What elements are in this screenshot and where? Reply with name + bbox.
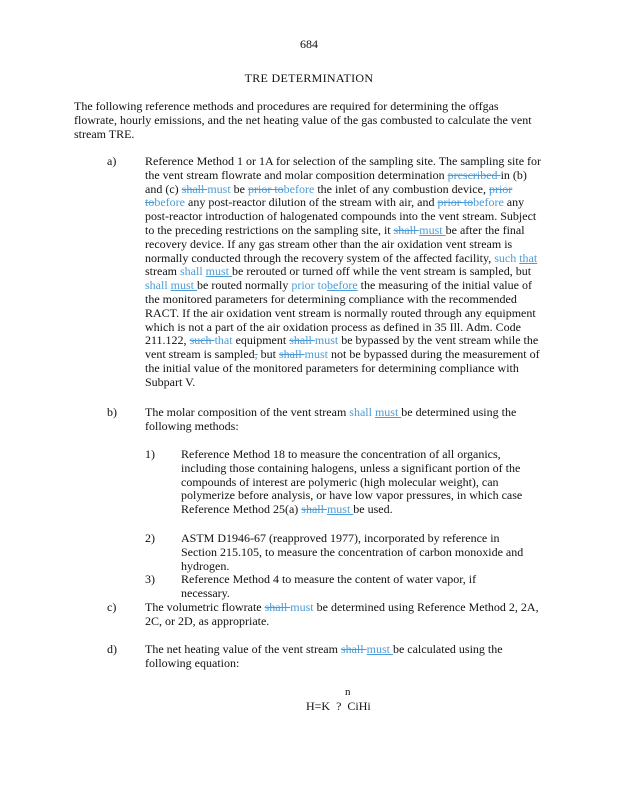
item-text (145, 643, 543, 671)
deleted-text: prior to (248, 181, 284, 196)
inserted-text: shall (145, 278, 171, 293)
text-run: be routed normally (197, 278, 292, 293)
item-label: 1) (145, 447, 155, 461)
inserted-text: must (304, 347, 328, 362)
inserted-text: must (366, 642, 393, 656)
text-run: The molar composition of the vent stream (145, 405, 350, 419)
inserted-text: must (205, 264, 233, 279)
inserted-text: before (473, 195, 504, 210)
section-title: TRE DETERMINATION (244, 71, 374, 85)
item-text (145, 601, 543, 629)
text-run: any post-reactor introduction of halogenated compounds into the vent stream. Subject to the preceding restrictions on the sampling site, it (145, 195, 537, 237)
text-run: Reference Method 18 to measure the concentration of all organics, including those containing halogens, unless a significant portion of the compounds of interest are polymeric (high molecular weight), can polymerize before analysis, or have low vapor pressures, in which case Reference Method 25(a) (181, 447, 523, 517)
item-text (181, 532, 525, 573)
item-label: 3) (145, 572, 155, 586)
text-run: be after the final recovery device. If any gas stream other than the air oxidation vent stream is normally conducted through the recovery system of the affected facility, (145, 222, 525, 265)
inserted-text: must (374, 405, 402, 419)
inserted-text: must (290, 600, 314, 614)
text-run: not be bypassed during the measurement of the initial value of the monitored parameters for determining compliance with Subpart V. (145, 347, 540, 389)
equation-superscript: n (345, 686, 351, 698)
inserted-text: must (326, 502, 354, 517)
item-label: 2) (145, 531, 155, 545)
text-run: be used. (353, 502, 393, 517)
deleted-text: prescribed (447, 167, 501, 182)
inserted-text: before (154, 195, 185, 210)
inserted-text: that (519, 250, 538, 265)
text-run: be (230, 181, 248, 196)
deleted-text: shall (278, 347, 305, 362)
text-run: Reference Method 4 to measure the content of water vapor, if necessary. (181, 572, 477, 600)
inserted-text: such (494, 250, 520, 265)
deleted-text: shall (301, 502, 327, 517)
inserted-text: before (327, 278, 358, 293)
text-run: stream (145, 264, 180, 279)
deleted-text: shall (340, 642, 367, 656)
text-run: in (b) and (c) (145, 167, 527, 196)
deleted-text: shall (181, 181, 208, 196)
text-run: the inlet of any combustion device, (314, 181, 489, 196)
deleted-text: shall (393, 222, 420, 237)
inserted-text: must (207, 181, 231, 196)
item-text (145, 406, 543, 434)
text-run: any post-reactor dilution of the stream with air, and (185, 195, 438, 210)
item-label: c) (107, 600, 117, 614)
text-run: Reference Method 1 or 1A for selection of the sampling site. The sampling site for the vent stream flowrate and molar composition determination (145, 154, 542, 182)
inserted-text: shall (349, 405, 375, 419)
text-run: The net heating value of the vent stream (145, 642, 341, 656)
item-text (181, 448, 525, 517)
text-run: the measuring of the initial value of the monitored parameters for determining compliance with the recommended RACT. If the air oxidation vent stream is normally routed through any equipment which is not a part of the air oxidation process as defined in 35 Ill. Adm. Code 211.122, (145, 278, 536, 348)
deleted-text: prior to (437, 195, 474, 210)
item-text (181, 573, 525, 601)
text-run: be determined using Reference Method 2, 2A, 2C, or 2D, as appropriate. (145, 600, 539, 628)
deleted-text: such (189, 333, 215, 348)
inserted-text: must (314, 333, 339, 348)
inserted-text: before (283, 181, 315, 196)
equation: H=K ? CiHi (306, 699, 371, 713)
text-run: be rerouted or turned off while the vent stream is sampled, but (232, 264, 532, 279)
deleted-text: prior to (145, 181, 513, 210)
text-run: be calculated using the following equation: (145, 642, 503, 670)
page-number: 684 (300, 37, 318, 51)
item-text (145, 155, 543, 390)
text-run: equipment (232, 333, 290, 348)
inserted-text: must (419, 222, 446, 237)
intro-paragraph: The following reference methods and procedures are required for determining the offgas flowrate, hourly emissions, and the net heating value of the gas combusted to calculate the vent stream TRE. (74, 99, 532, 141)
text-run: The volumetric flowrate (145, 600, 265, 614)
item-label: a) (107, 154, 117, 168)
text-run: but (257, 347, 279, 362)
inserted-text: shall (180, 264, 206, 279)
text-run: be determined using the following methods: (145, 405, 517, 433)
deleted-text: shall (289, 333, 315, 348)
text-run: be bypassed by the vent stream while the vent stream is sampled (145, 333, 539, 362)
item-label: d) (107, 642, 117, 656)
inserted-text: that (214, 333, 233, 348)
deleted-text: shall (264, 600, 291, 614)
inserted-text: must (170, 278, 198, 293)
deleted-text: , (254, 347, 258, 362)
inserted-text: prior to (291, 278, 327, 293)
text-run: ASTM D1946-67 (reapproved 1977), incorporated by reference in Section 215.105, to measure the concentration of carbon monoxide and hydrogen. (181, 531, 524, 573)
item-label: b) (107, 405, 117, 419)
